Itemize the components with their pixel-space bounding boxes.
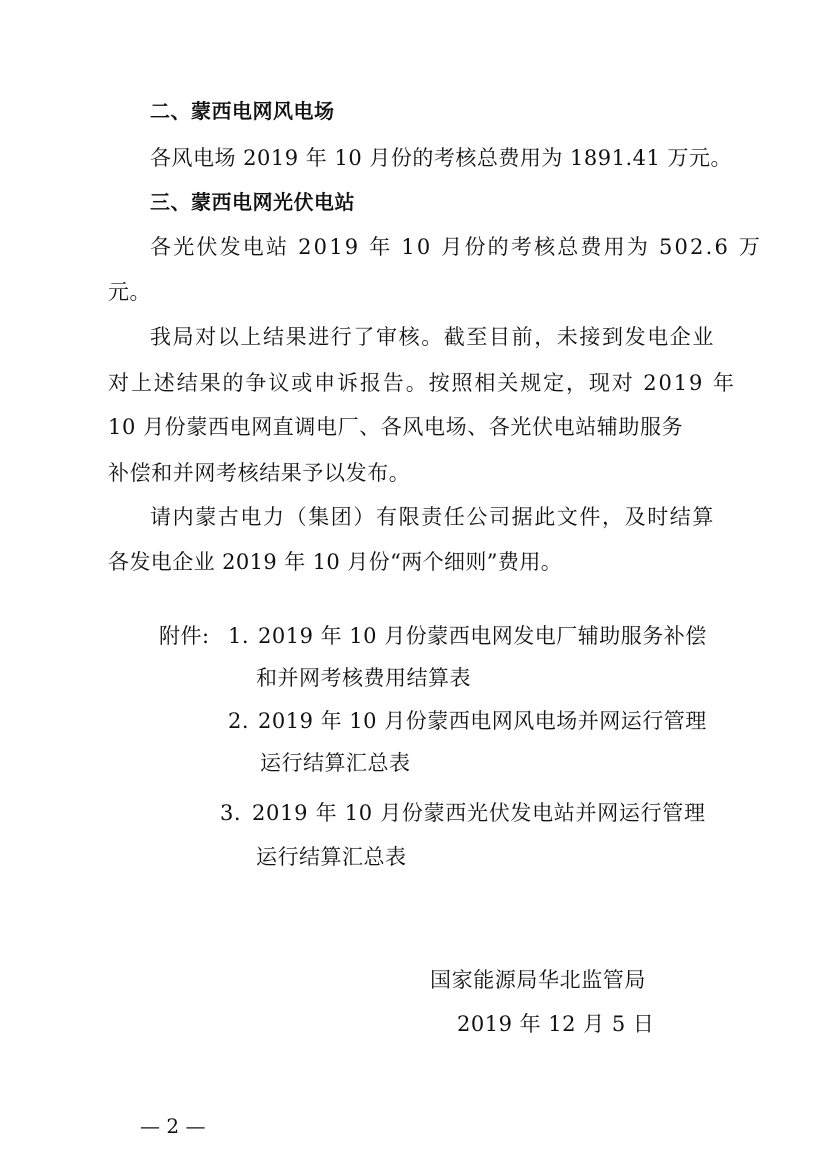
pv-stations-assessment-text-cont: 元。 — [108, 280, 151, 304]
request-paragraph-line: 各发电企业 2019 年 10 月份“两个细则”费用。 — [108, 550, 563, 574]
issue-date: 2019 年 12 月 5 日 — [457, 1012, 655, 1036]
section-heading-wind-farms: 二、蒙西电网风电场 — [150, 99, 335, 123]
attachment-number: 2. — [228, 709, 250, 733]
page-number: — 2 — — [140, 1114, 206, 1138]
attachment-number: 3. — [220, 801, 242, 825]
review-paragraph-line: 补偿和并网考核结果予以发布。 — [108, 461, 411, 485]
review-paragraph-line: 对上述结果的争议或申诉报告。按照相关规定，现对 2019 年 — [108, 371, 736, 395]
wind-farms-assessment-text: 各风电场 2019 年 10 月份的考核总费用为 1891.41 万元。 — [150, 146, 733, 170]
attachment-title: 2019 年 10 月份蒙西电网发电厂辅助服务补偿 — [258, 624, 707, 648]
attachment-title-cont: 运行结算汇总表 — [260, 751, 411, 775]
review-paragraph-line: 10 月份蒙西电网直调电厂、各风电场、各光伏电站辅助服务 — [108, 415, 684, 439]
attachments-label: 附件: — [159, 624, 210, 648]
attachment-title: 2019 年 10 月份蒙西电网风电场并网运行管理 — [258, 709, 707, 733]
issuing-authority: 国家能源局华北监管局 — [430, 968, 646, 992]
review-paragraph-line: 我局对以上结果进行了审核。截至目前，未接到发电企业 — [150, 325, 715, 349]
pv-stations-assessment-text: 各光伏发电站 2019 年 10 月份的考核总费用为 502.6 万 — [150, 235, 763, 259]
request-paragraph-line: 请内蒙古电力（集团）有限责任公司据此文件，及时结算 — [150, 505, 715, 529]
attachment-title-cont: 和并网考核费用结算表 — [256, 666, 471, 690]
attachment-title: 2019 年 10 月份蒙西光伏发电站并网运行管理 — [252, 801, 706, 825]
section-heading-pv-stations: 三、蒙西电网光伏电站 — [150, 190, 355, 214]
attachment-title-cont: 运行结算汇总表 — [256, 845, 407, 869]
attachment-number: 1. — [228, 624, 250, 648]
